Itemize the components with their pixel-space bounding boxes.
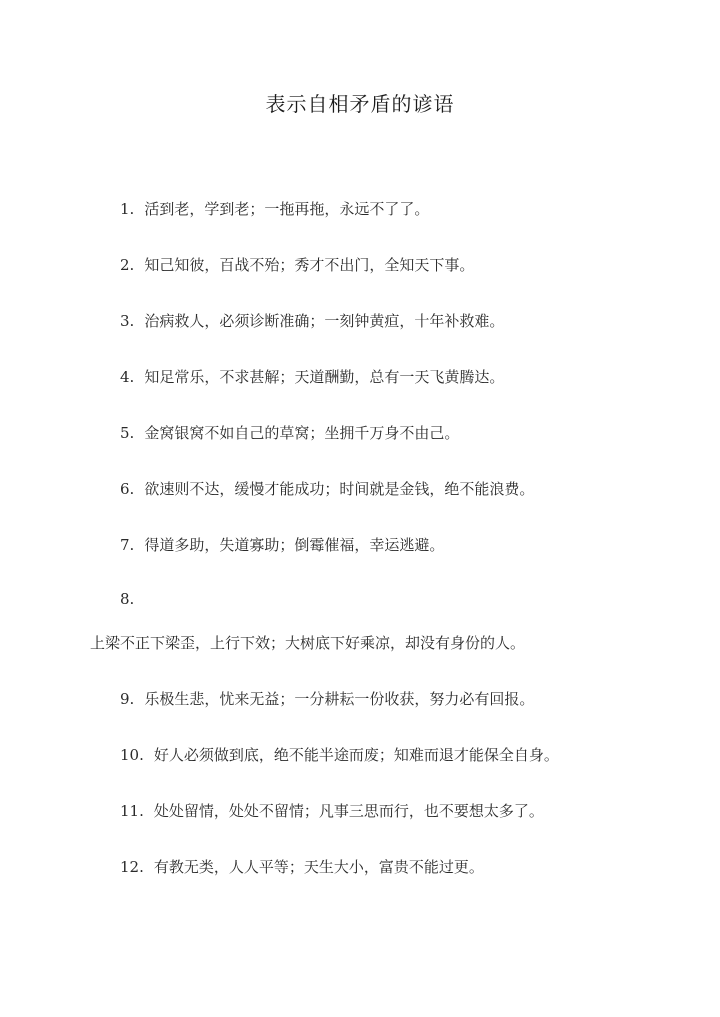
item-text: 好人必须做到底，绝不能半途而废；知难而退才能保全自身。 [153, 746, 559, 764]
item-text: 知己知彼，百战不殆；秀才不出门，全知天下事。 [144, 256, 475, 274]
item-text: 知足常乐，不求甚解；天道酬勤，总有一天飞黄腾达。 [144, 368, 505, 386]
list-item-number-only [120, 590, 144, 608]
item-text: 处处留情，处处不留情；凡事三思而行，也不要想太多了。 [153, 802, 544, 820]
list-item [120, 744, 559, 765]
list-item [120, 422, 459, 443]
item-number: 8. [120, 590, 135, 608]
item-number: 7. [120, 536, 135, 554]
item-number: 3. [120, 312, 135, 330]
list-item [120, 478, 534, 499]
item-number: 4. [120, 368, 135, 386]
list-item [120, 366, 504, 387]
item-number: 2. [120, 256, 135, 274]
document-title: 表示自相矛盾的谚语 [265, 92, 455, 116]
list-item [120, 534, 444, 555]
list-item [120, 198, 429, 219]
item-number: 5. [120, 424, 135, 442]
list-item [120, 688, 534, 709]
item-text: 治病救人，必须诊断准确；一刻钟黄疸，十年补救难。 [144, 312, 505, 330]
list-item [120, 254, 474, 275]
item-number: 6. [120, 480, 135, 498]
list-item [120, 310, 504, 331]
item-number: 10. [120, 746, 144, 764]
item-text: 有教无类，人人平等；天生大小，富贵不能过更。 [153, 858, 484, 876]
item-text: 金窝银窝不如自己的草窝；坐拥千万身不由己。 [144, 424, 460, 442]
list-item [120, 856, 484, 877]
item-number: 12. [120, 858, 144, 876]
item-number: 1. [120, 200, 135, 218]
list-item [120, 800, 544, 821]
item-text: 欲速则不达，缓慢才能成功；时间就是金钱，绝不能浪费。 [144, 480, 535, 498]
item-text: 得道多助，失道寡助；倒霉催福，幸运逃避。 [144, 536, 445, 554]
item-number: 11. [120, 802, 144, 820]
list-item-wrapped-text: 上梁不正下梁歪，上行下效；大树底下好乘凉，却没有身份的人。 [90, 634, 526, 652]
item-text: 乐极生悲，忧来无益；一分耕耘一份收获，努力必有回报。 [144, 690, 535, 708]
item-number: 9. [120, 690, 135, 708]
item-text: 活到老，学到老；一拖再拖，永远不了了。 [144, 200, 430, 218]
